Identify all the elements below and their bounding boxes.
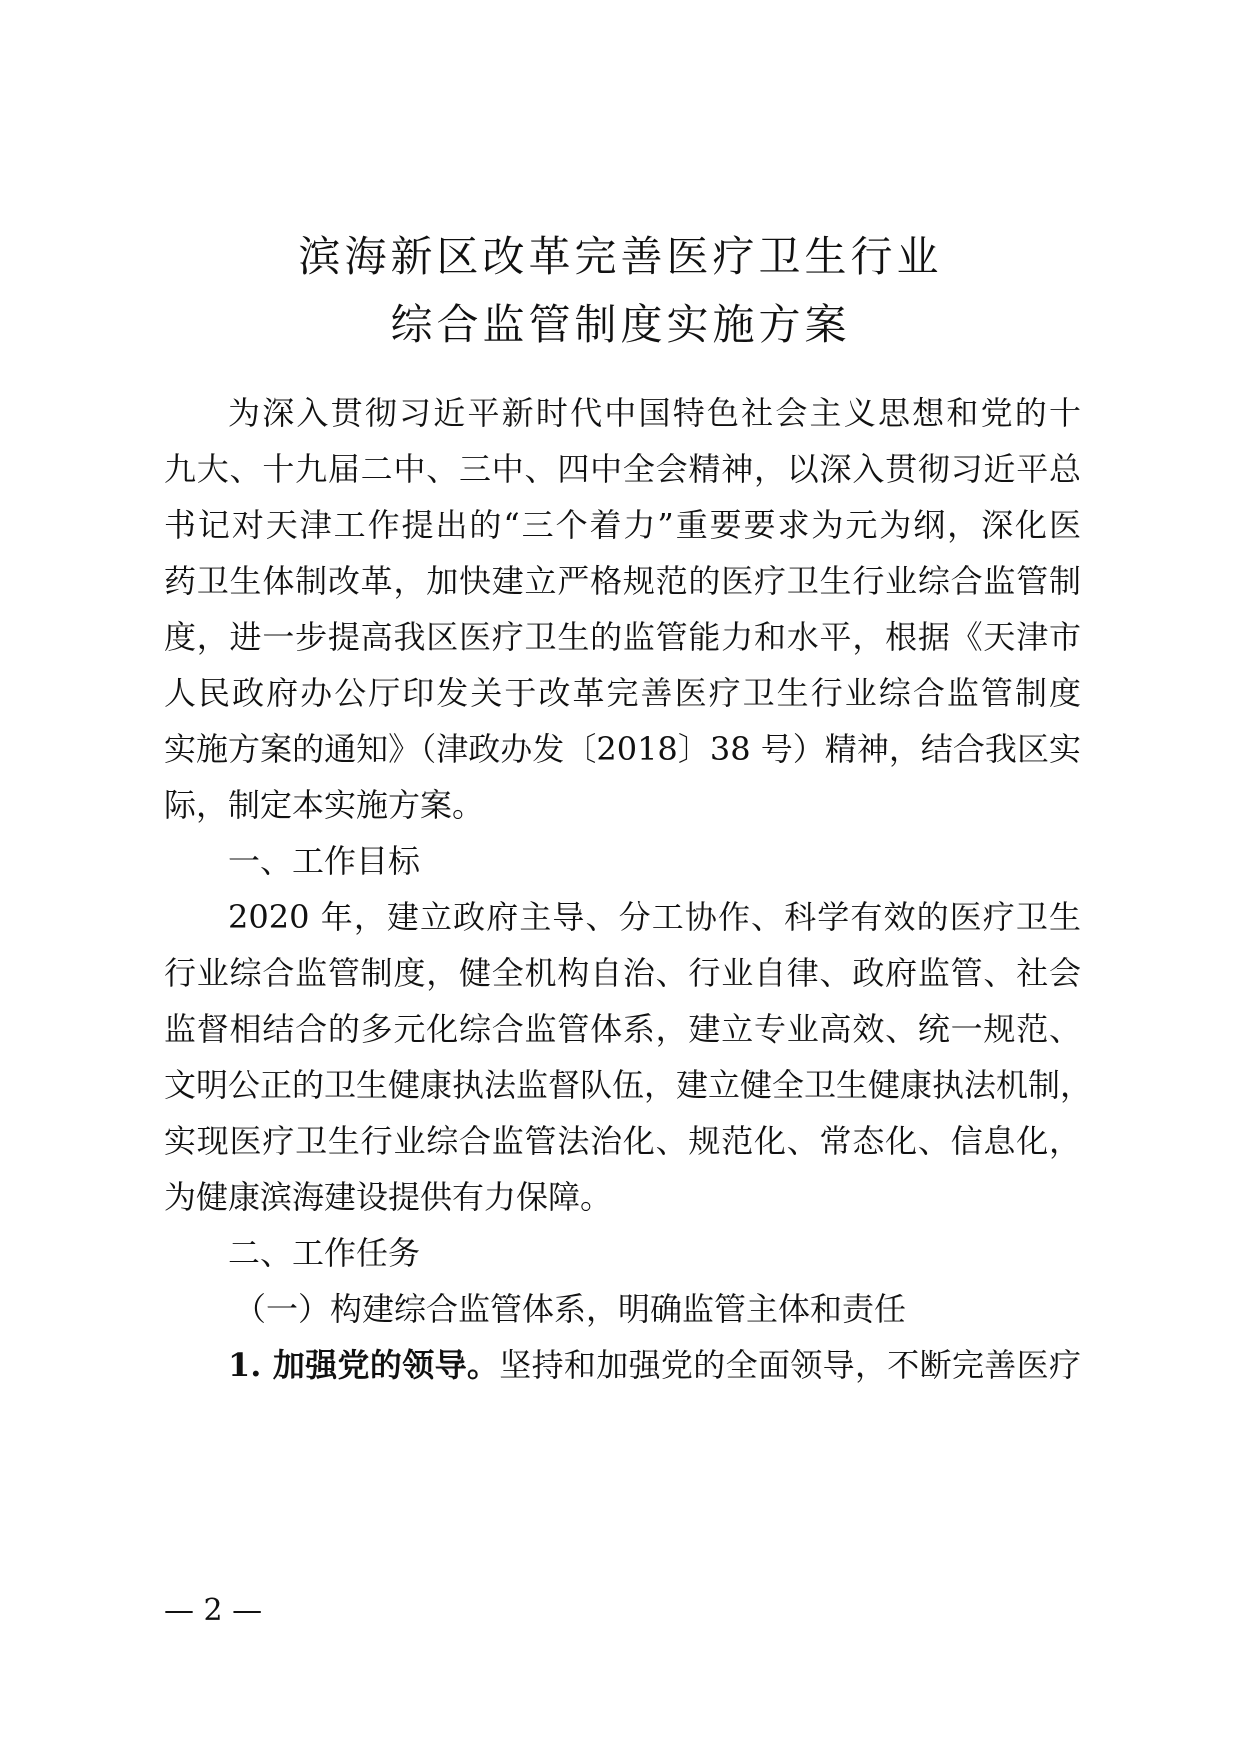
section-1-line-1: 2020 年，建立政府主导、分工协作、科学有效的医疗卫生 <box>228 898 1081 936</box>
section-1-line-6: 为健康滨海建设提供有力保障。 <box>164 1178 613 1216</box>
section-1-line-3: 监督相结合的多元化综合监管体系，建立专业高效、统一规范、 <box>164 1010 1081 1048</box>
intro-line-3: 书记对天津工作提出的“三个着力”重要要求为元为纲，深化医 <box>164 506 1081 544</box>
section-1-line-5: 实现医疗卫生行业综合监管法治化、规范化、常态化、信息化， <box>164 1122 1081 1160</box>
section-1-heading: 一、工作目标 <box>228 842 421 880</box>
section-2-sub-heading: （一）构建综合监管体系，明确监管主体和责任 <box>234 1290 907 1328</box>
section-1-line-4: 文明公正的卫生健康执法监督队伍，建立健全卫生健康执法机制， <box>164 1066 1093 1104</box>
intro-line-6: 人民政府办公厅印发关于改革完善医疗卫生行业综合监管制度 <box>164 674 1081 712</box>
intro-line-5: 度，进一步提高我区医疗卫生的监管能力和水平，根据《天津市 <box>164 618 1081 656</box>
intro-line-1: 为深入贯彻习近平新时代中国特色社会主义思想和党的十 <box>228 394 1081 432</box>
intro-line-2: 九大、十九届二中、三中、四中全会精神，以深入贯彻习近平总 <box>164 450 1081 488</box>
section-2-item-1 <box>228 1346 1081 1384</box>
item-1-lead: 1. 加强党的领导。 <box>228 1346 500 1384</box>
intro-line-4: 药卫生体制改革，加快建立严格规范的医疗卫生行业综合监管制 <box>164 562 1081 600</box>
page-number: — 2 — <box>164 1593 263 1628</box>
document-title-line-1: 滨海新区改革完善医疗卫生行业 <box>298 232 943 281</box>
section-2-heading: 二、工作任务 <box>228 1234 421 1272</box>
section-1-line-2: 行业综合监管制度，健全机构自治、行业自律、政府监管、社会 <box>164 954 1081 992</box>
item-1-text: 坚持和加强党的全面领导，不断完善医疗 <box>499 1346 1081 1384</box>
intro-line-8: 际，制定本实施方案。 <box>164 786 485 824</box>
intro-line-7: 实施方案的通知》（津政办发〔2018〕38 号）精神，结合我区实 <box>164 730 1081 768</box>
document-title-line-2: 综合监管制度实施方案 <box>390 300 851 349</box>
